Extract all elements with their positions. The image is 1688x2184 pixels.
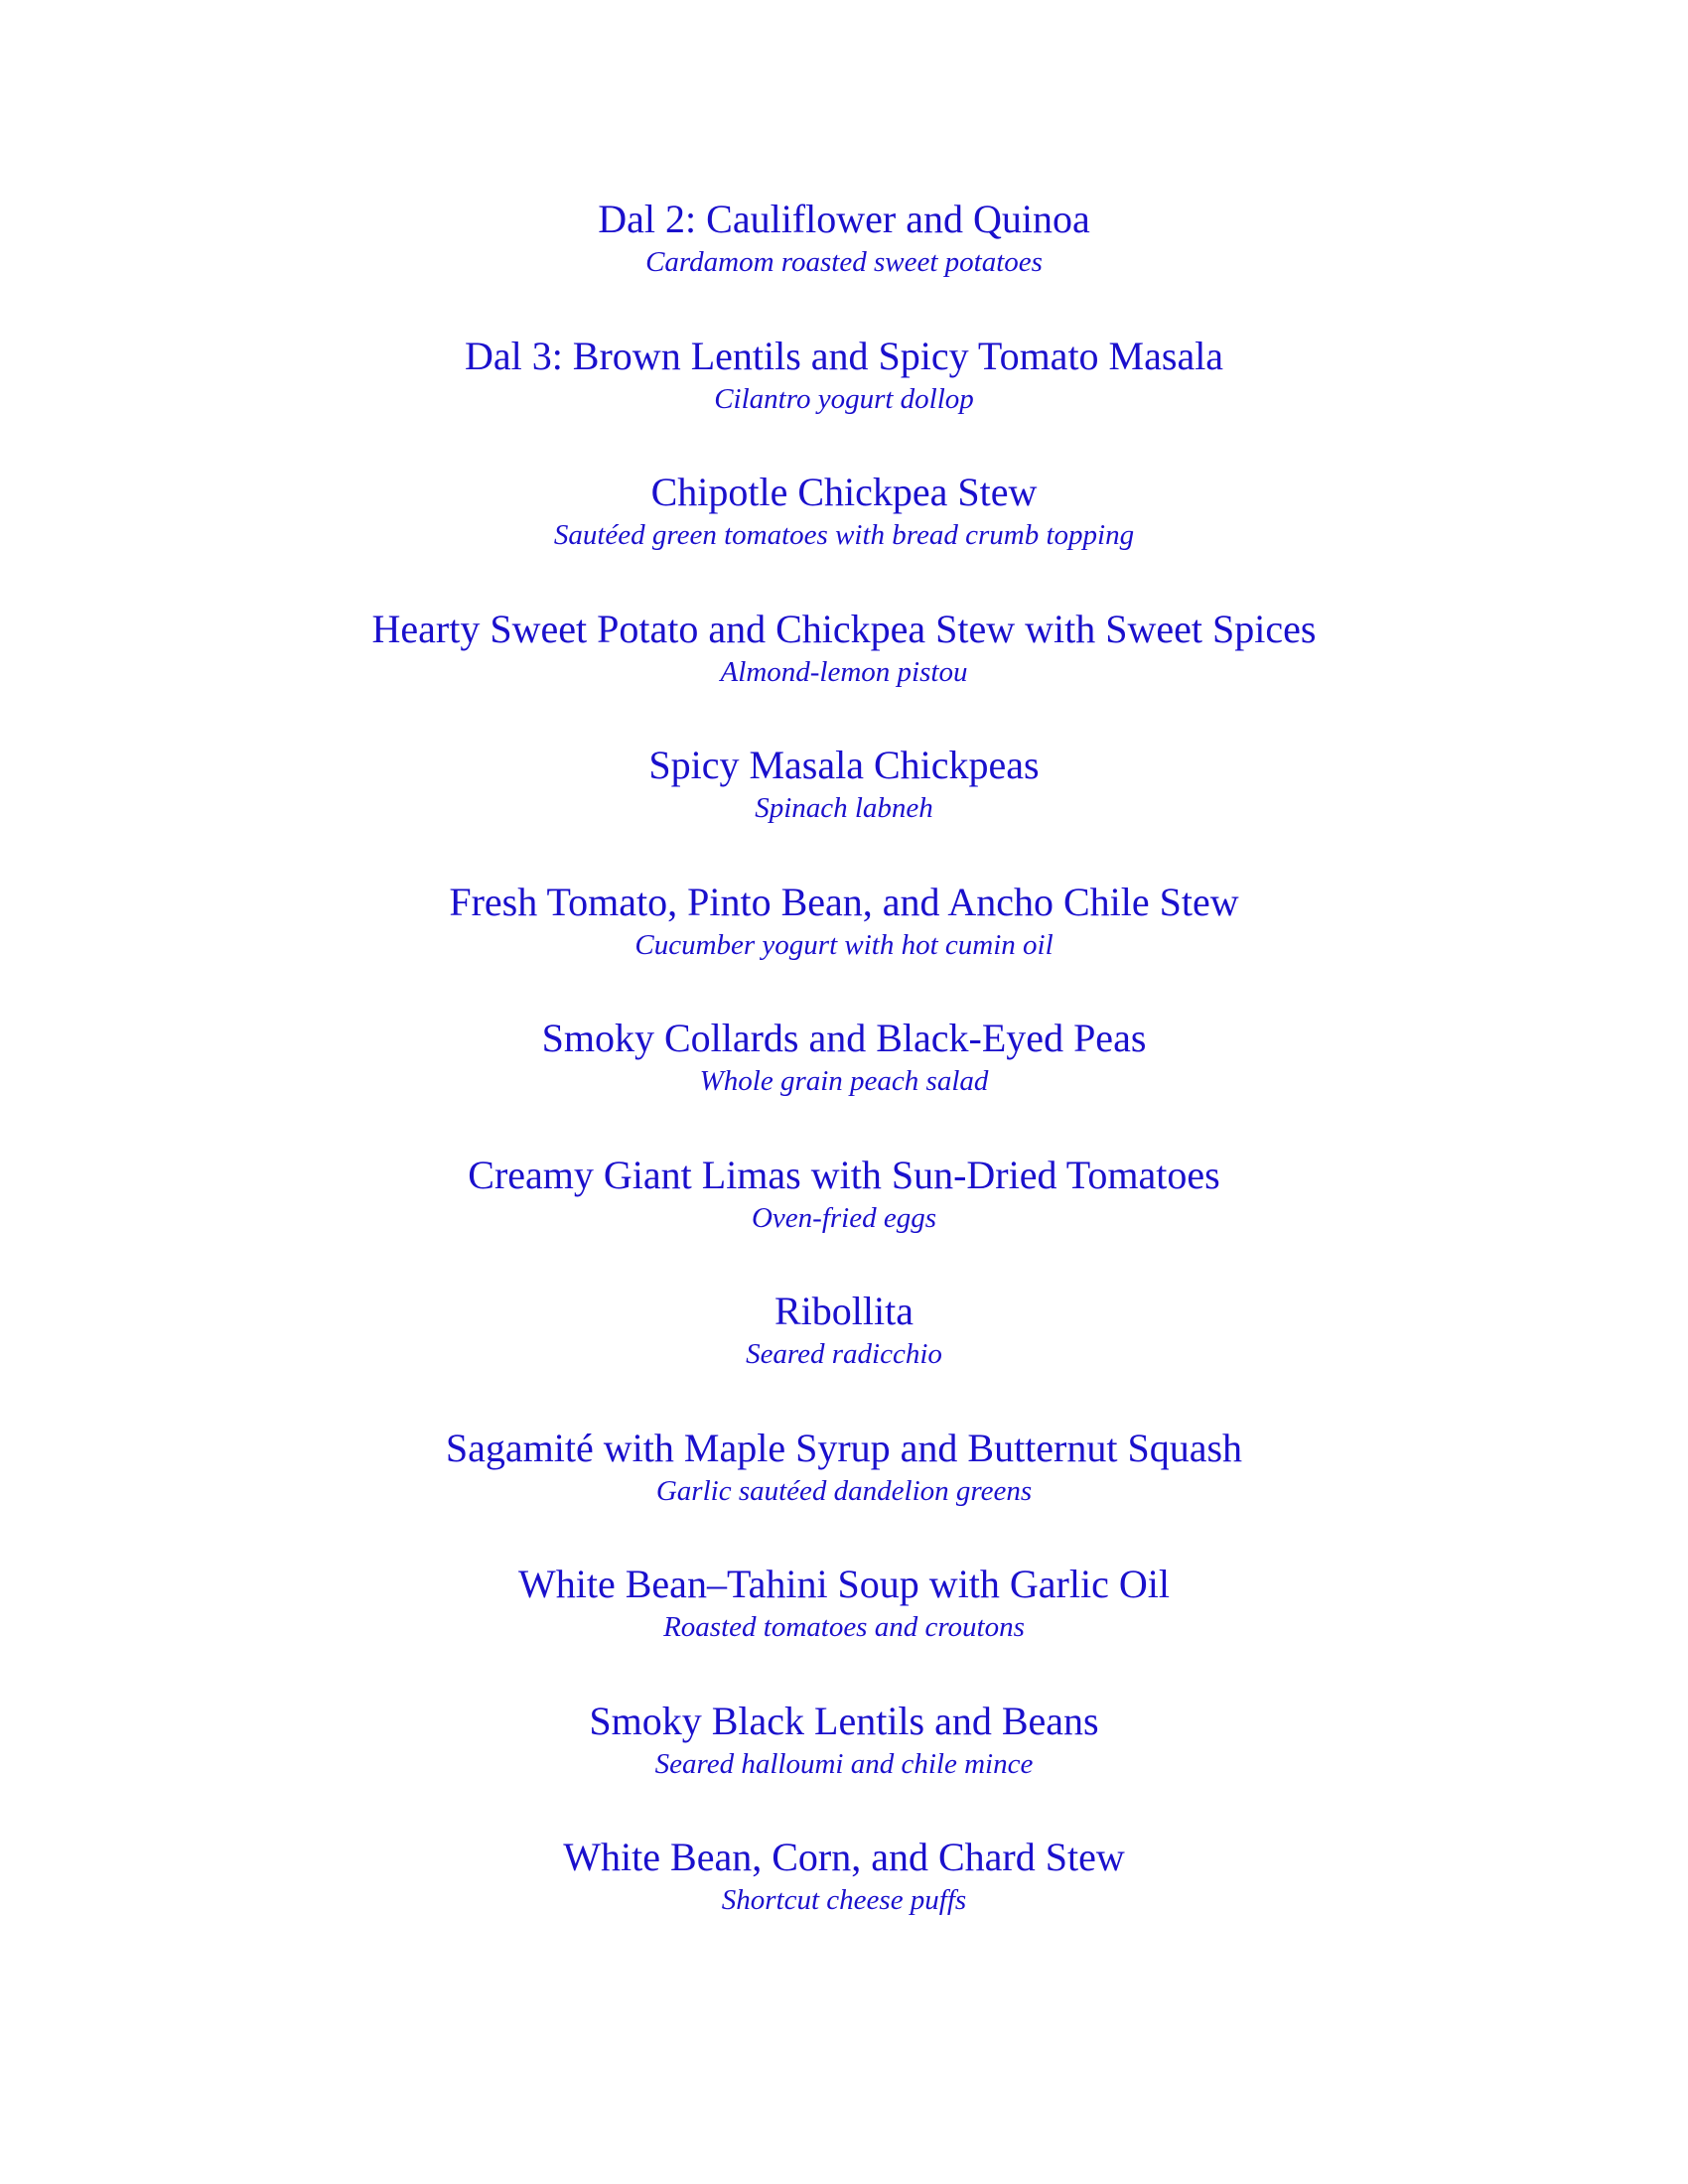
recipe-title-link[interactable]: Smoky Black Lentils and Beans [589, 1698, 1099, 1743]
recipe-item [0, 1424, 1688, 1561]
recipe-title-link[interactable]: Creamy Giant Limas with Sun-Dried Tomatoes [468, 1152, 1220, 1197]
recipe-side-link[interactable]: Cardamom roasted sweet potatoes [645, 246, 1043, 278]
recipe-side-link[interactable]: Oven-fried eggs [751, 1201, 937, 1234]
recipe-title-link[interactable]: Dal 3: Brown Lentils and Spicy Tomato Masala [464, 333, 1224, 378]
recipe-title-link[interactable]: Dal 2: Cauliflower and Quinoa [598, 197, 1090, 241]
recipe-title-link[interactable]: Spicy Masala Chickpeas [648, 743, 1040, 787]
recipe-item [0, 878, 1688, 1015]
recipe-item [0, 1560, 1688, 1697]
recipe-side-link[interactable]: Cucumber yogurt with hot cumin oil [634, 928, 1054, 961]
recipe-item [0, 195, 1688, 332]
recipe-side-link[interactable]: Shortcut cheese puffs [721, 1884, 967, 1916]
recipe-side-link[interactable]: Almond-lemon pistou [720, 655, 968, 688]
recipe-item [0, 1151, 1688, 1288]
recipe-item [0, 741, 1688, 878]
recipe-title-link[interactable]: Fresh Tomato, Pinto Bean, and Ancho Chile Stew [449, 879, 1239, 924]
recipe-item [0, 468, 1688, 605]
recipe-side-link[interactable]: Garlic sautéed dandelion greens [655, 1474, 1033, 1507]
recipe-side-link[interactable]: Cilantro yogurt dollop [714, 382, 974, 415]
recipe-side-link[interactable]: Sautéed green tomatoes with bread crumb topping [553, 519, 1135, 551]
recipe-title-link[interactable]: Ribollita [774, 1289, 914, 1333]
recipe-title-link[interactable]: White Bean, Corn, and Chard Stew [563, 1835, 1125, 1879]
recipe-title-link[interactable]: Smoky Collards and Black-Eyed Peas [541, 1016, 1147, 1060]
recipe-title-link[interactable]: Hearty Sweet Potato and Chickpea Stew with Sweet Spices [371, 606, 1317, 651]
recipe-side-link[interactable]: Seared radicchio [746, 1338, 942, 1370]
recipe-side-link[interactable]: Roasted tomatoes and croutons [663, 1611, 1025, 1643]
recipe-side-link[interactable]: Spinach labneh [755, 792, 933, 824]
recipe-item [0, 1697, 1688, 1834]
recipe-item [0, 332, 1688, 469]
recipe-item [0, 1014, 1688, 1151]
recipe-item [0, 1833, 1688, 1970]
recipe-title-link[interactable]: Sagamité with Maple Syrup and Butternut Squash [445, 1425, 1243, 1470]
recipe-list [0, 195, 1688, 1970]
recipe-title-link[interactable]: White Bean–Tahini Soup with Garlic Oil [518, 1562, 1170, 1606]
recipe-side-link[interactable]: Seared halloumi and chile mince [654, 1747, 1034, 1780]
recipe-item [0, 1287, 1688, 1424]
recipe-item [0, 605, 1688, 742]
recipe-side-link[interactable]: Whole grain peach salad [699, 1065, 989, 1097]
recipe-title-link[interactable]: Chipotle Chickpea Stew [650, 470, 1038, 514]
